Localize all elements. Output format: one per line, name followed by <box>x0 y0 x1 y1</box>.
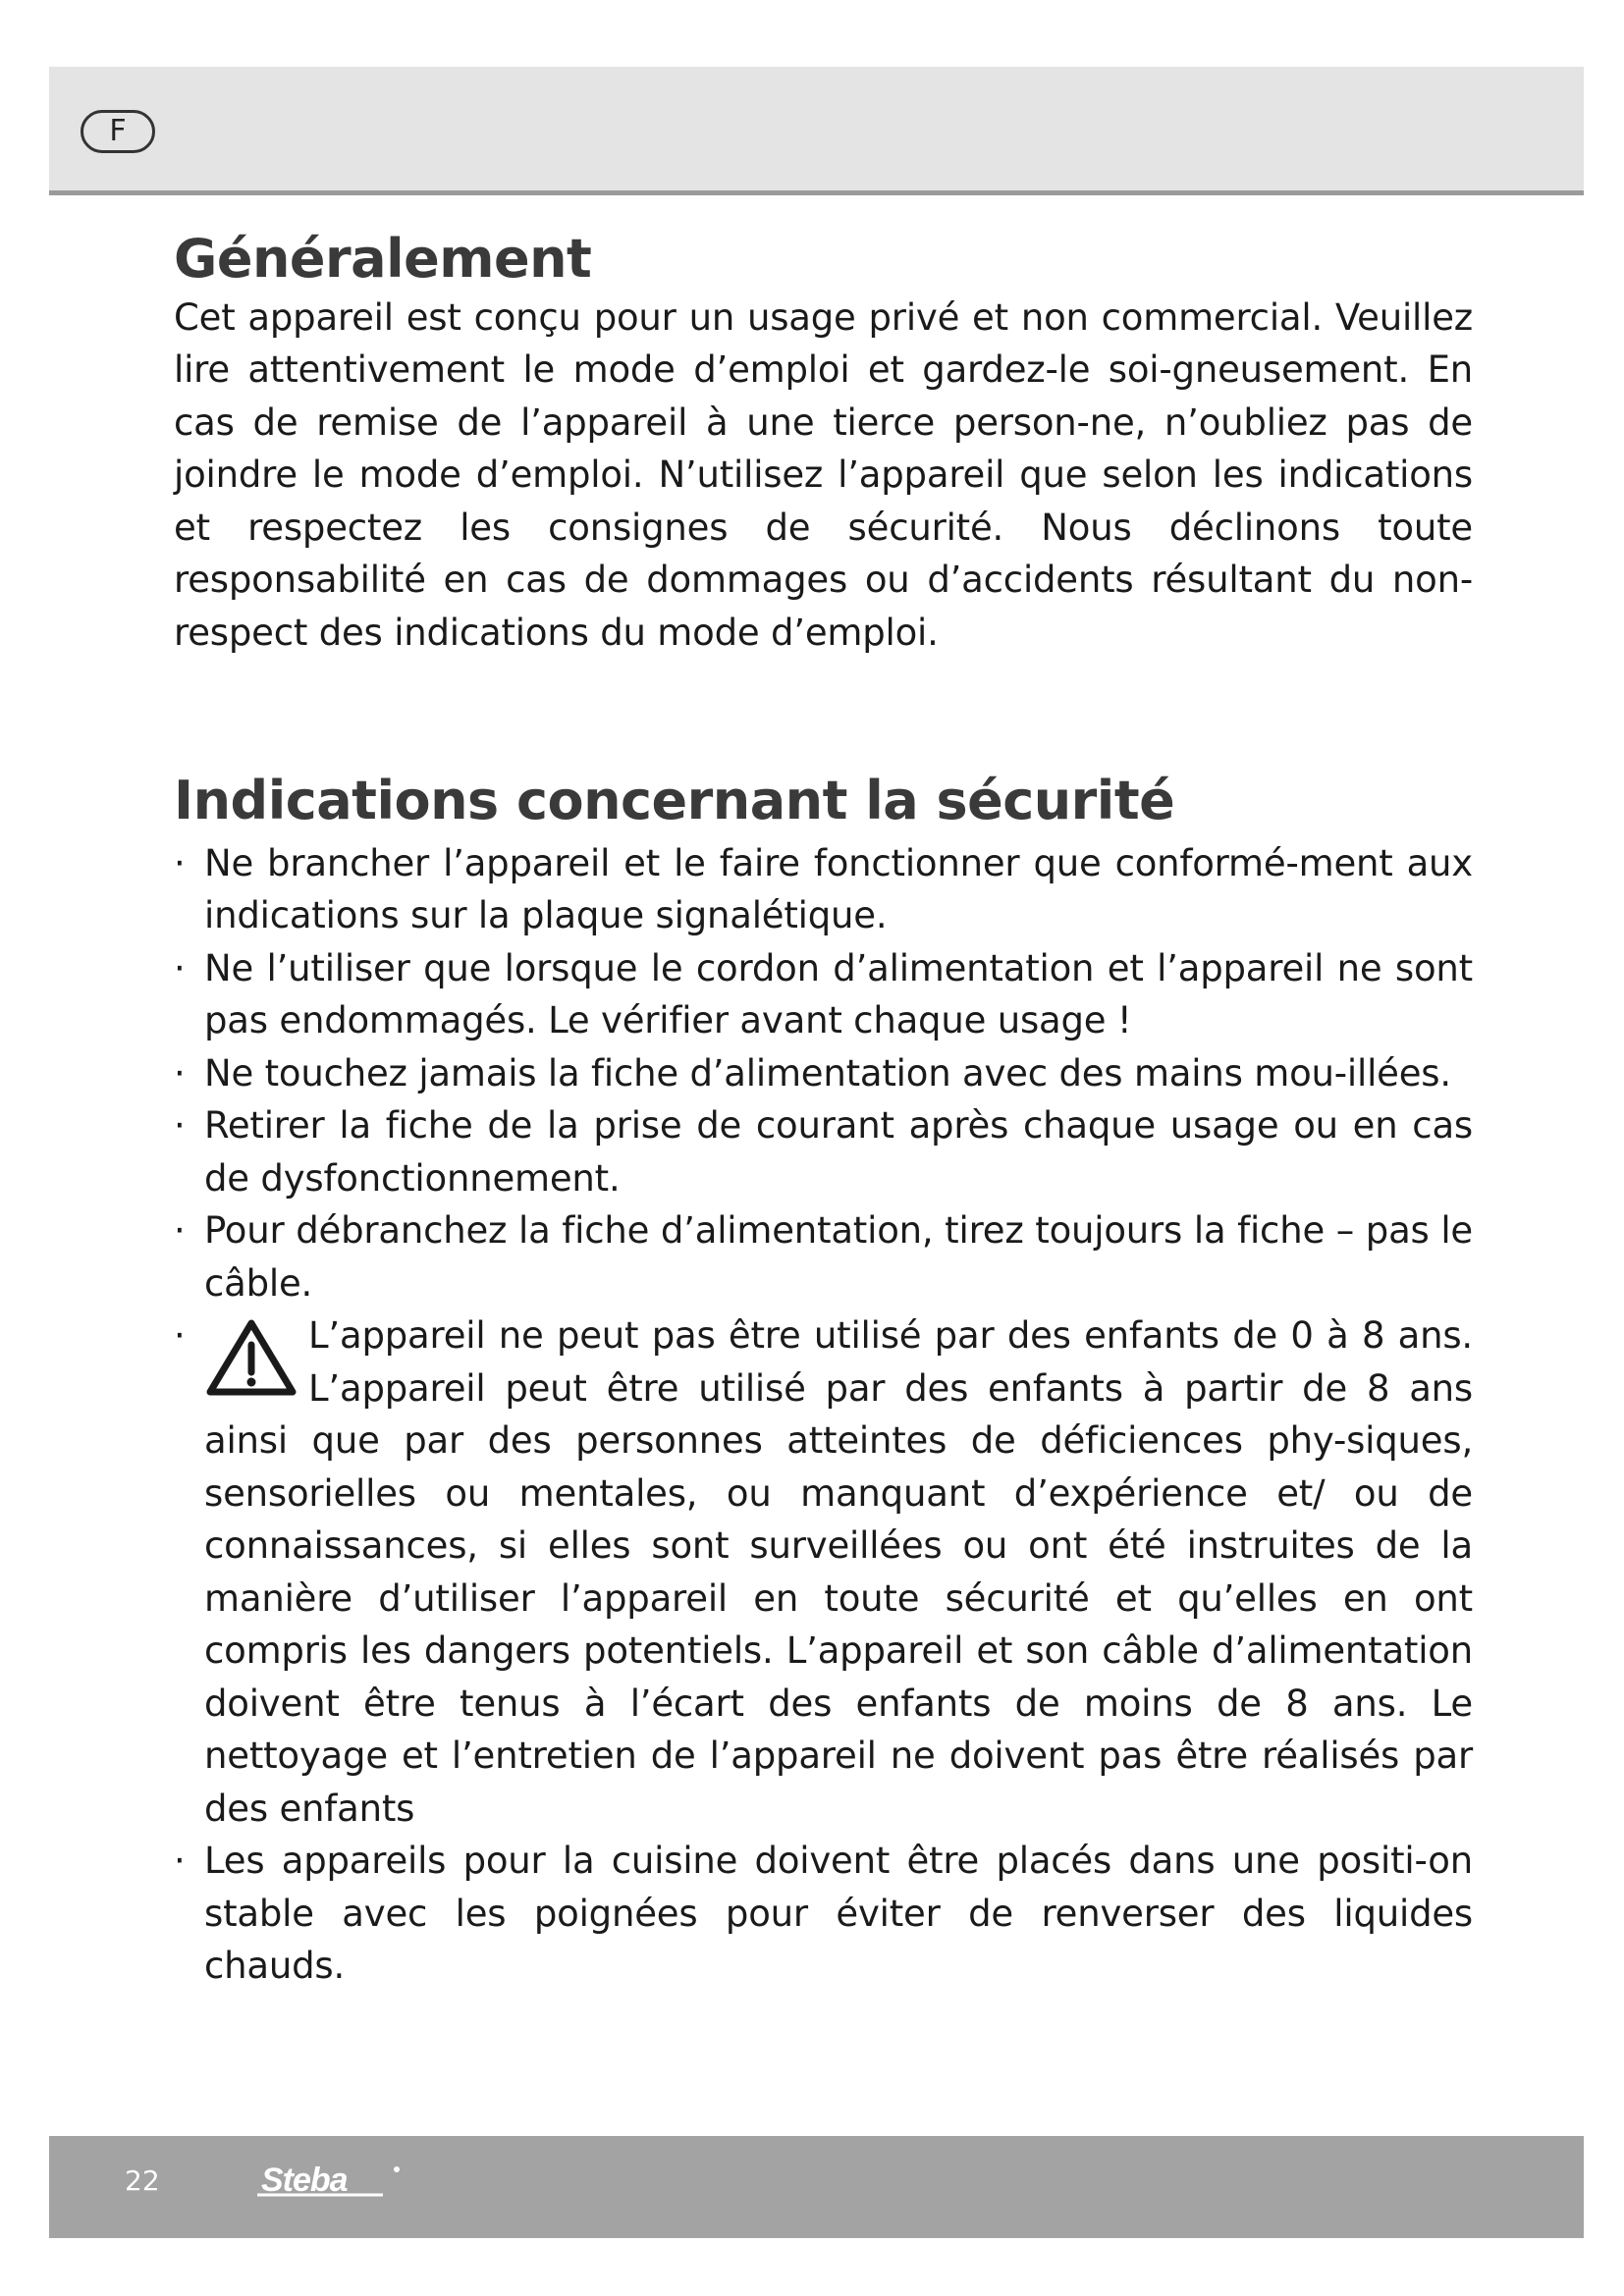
bullet-dot: · <box>174 1104 186 1148</box>
list-item-text: Ne brancher l’appareil et le faire fonctionner que conformé-ment aux indications sur la plaque signalétique. <box>204 841 1473 937</box>
language-code: F <box>109 114 127 148</box>
list-item-text: Retirer la fiche de la prise de courant après chaque usage ou en cas de dysfonctionnement. <box>204 1104 1473 1200</box>
page-number: 22 <box>125 2164 160 2197</box>
list-item <box>174 942 1473 1047</box>
svg-text:Steba: Steba <box>261 2162 348 2199</box>
list-item <box>174 1835 1473 1993</box>
section-title-general: Généralement <box>174 228 592 290</box>
list-item-text: Ne l’utiliser que lorsque le cordon d’alimentation et l’appareil ne sont pas endommagés. Le vérifier avant chaque usage ! <box>204 946 1473 1042</box>
bullet-dot: · <box>174 1840 186 1883</box>
list-item-text: Ne touchez jamais la fiche d’alimentation avec des mains mou-illées. <box>204 1051 1451 1095</box>
general-paragraph: Cet appareil est conçu pour un usage privé et non commercial. Veuillez lire attentivement le mode d’emploi et gardez-le soi-gneusement. En cas de remise de l’appareil à une tierce person-ne, n’oubliez pas de joindre le mode d’emploi. N’utilisez l’appareil que selon les indications et respectez les consignes de sécurité. Nous déclinons toute responsabilité en cas de dommages ou d’accidents résultant du non-respect des indications du mode d’emploi. <box>174 295 1473 654</box>
list-item <box>174 1204 1473 1309</box>
bullet-dot: · <box>174 1314 186 1358</box>
bullet-dot: · <box>174 1209 186 1253</box>
safety-list <box>174 837 1473 1993</box>
list-item <box>174 837 1473 942</box>
bullet-dot: · <box>174 946 186 989</box>
warning-triangle-icon <box>204 1317 298 1398</box>
bullet-dot: · <box>174 841 186 884</box>
list-item-text: L’appareil ne peut pas être utilisé par des enfants de 0 à 8 ans. L’appareil peut être utilisé par des enfants à partir de 8 ans ainsi que par des personnes atteintes de déficiences phy-siques, sensorielles ou mentales, ou manquant d’expérience et/ ou de connaissances, si elles sont surveillées ou ont été instruites de la manière d’utiliser l’appareil en toute sécurité et qu’elles en ont compris les dangers potentiels. L’appareil et son câble d’alimentation doivent être tenus à l’écart des enfants de moins de 8 ans. Le nettoyage et l’entretien de l’appareil ne doivent pas être réalisés par des enfants <box>204 1314 1473 1830</box>
list-item <box>174 1099 1473 1204</box>
section-title-safety: Indications concernant la sécurité <box>174 770 1175 831</box>
language-badge <box>81 110 155 153</box>
page-header-bar <box>49 67 1584 195</box>
steba-logo <box>257 2160 414 2203</box>
list-item-warning <box>174 1309 1473 1835</box>
section-general <box>174 228 1473 659</box>
bullet-dot: · <box>174 1051 186 1095</box>
section-safety <box>174 770 1473 1993</box>
list-item-text: Pour débranchez la fiche d’alimentation, tirez toujours la fiche – pas le câble. <box>204 1209 1473 1305</box>
list-item <box>174 1047 1473 1100</box>
list-item-text: Les appareils pour la cuisine doivent être placés dans une positi-on stable avec les poignées pour éviter de renverser des liquides chauds. <box>204 1840 1473 1988</box>
